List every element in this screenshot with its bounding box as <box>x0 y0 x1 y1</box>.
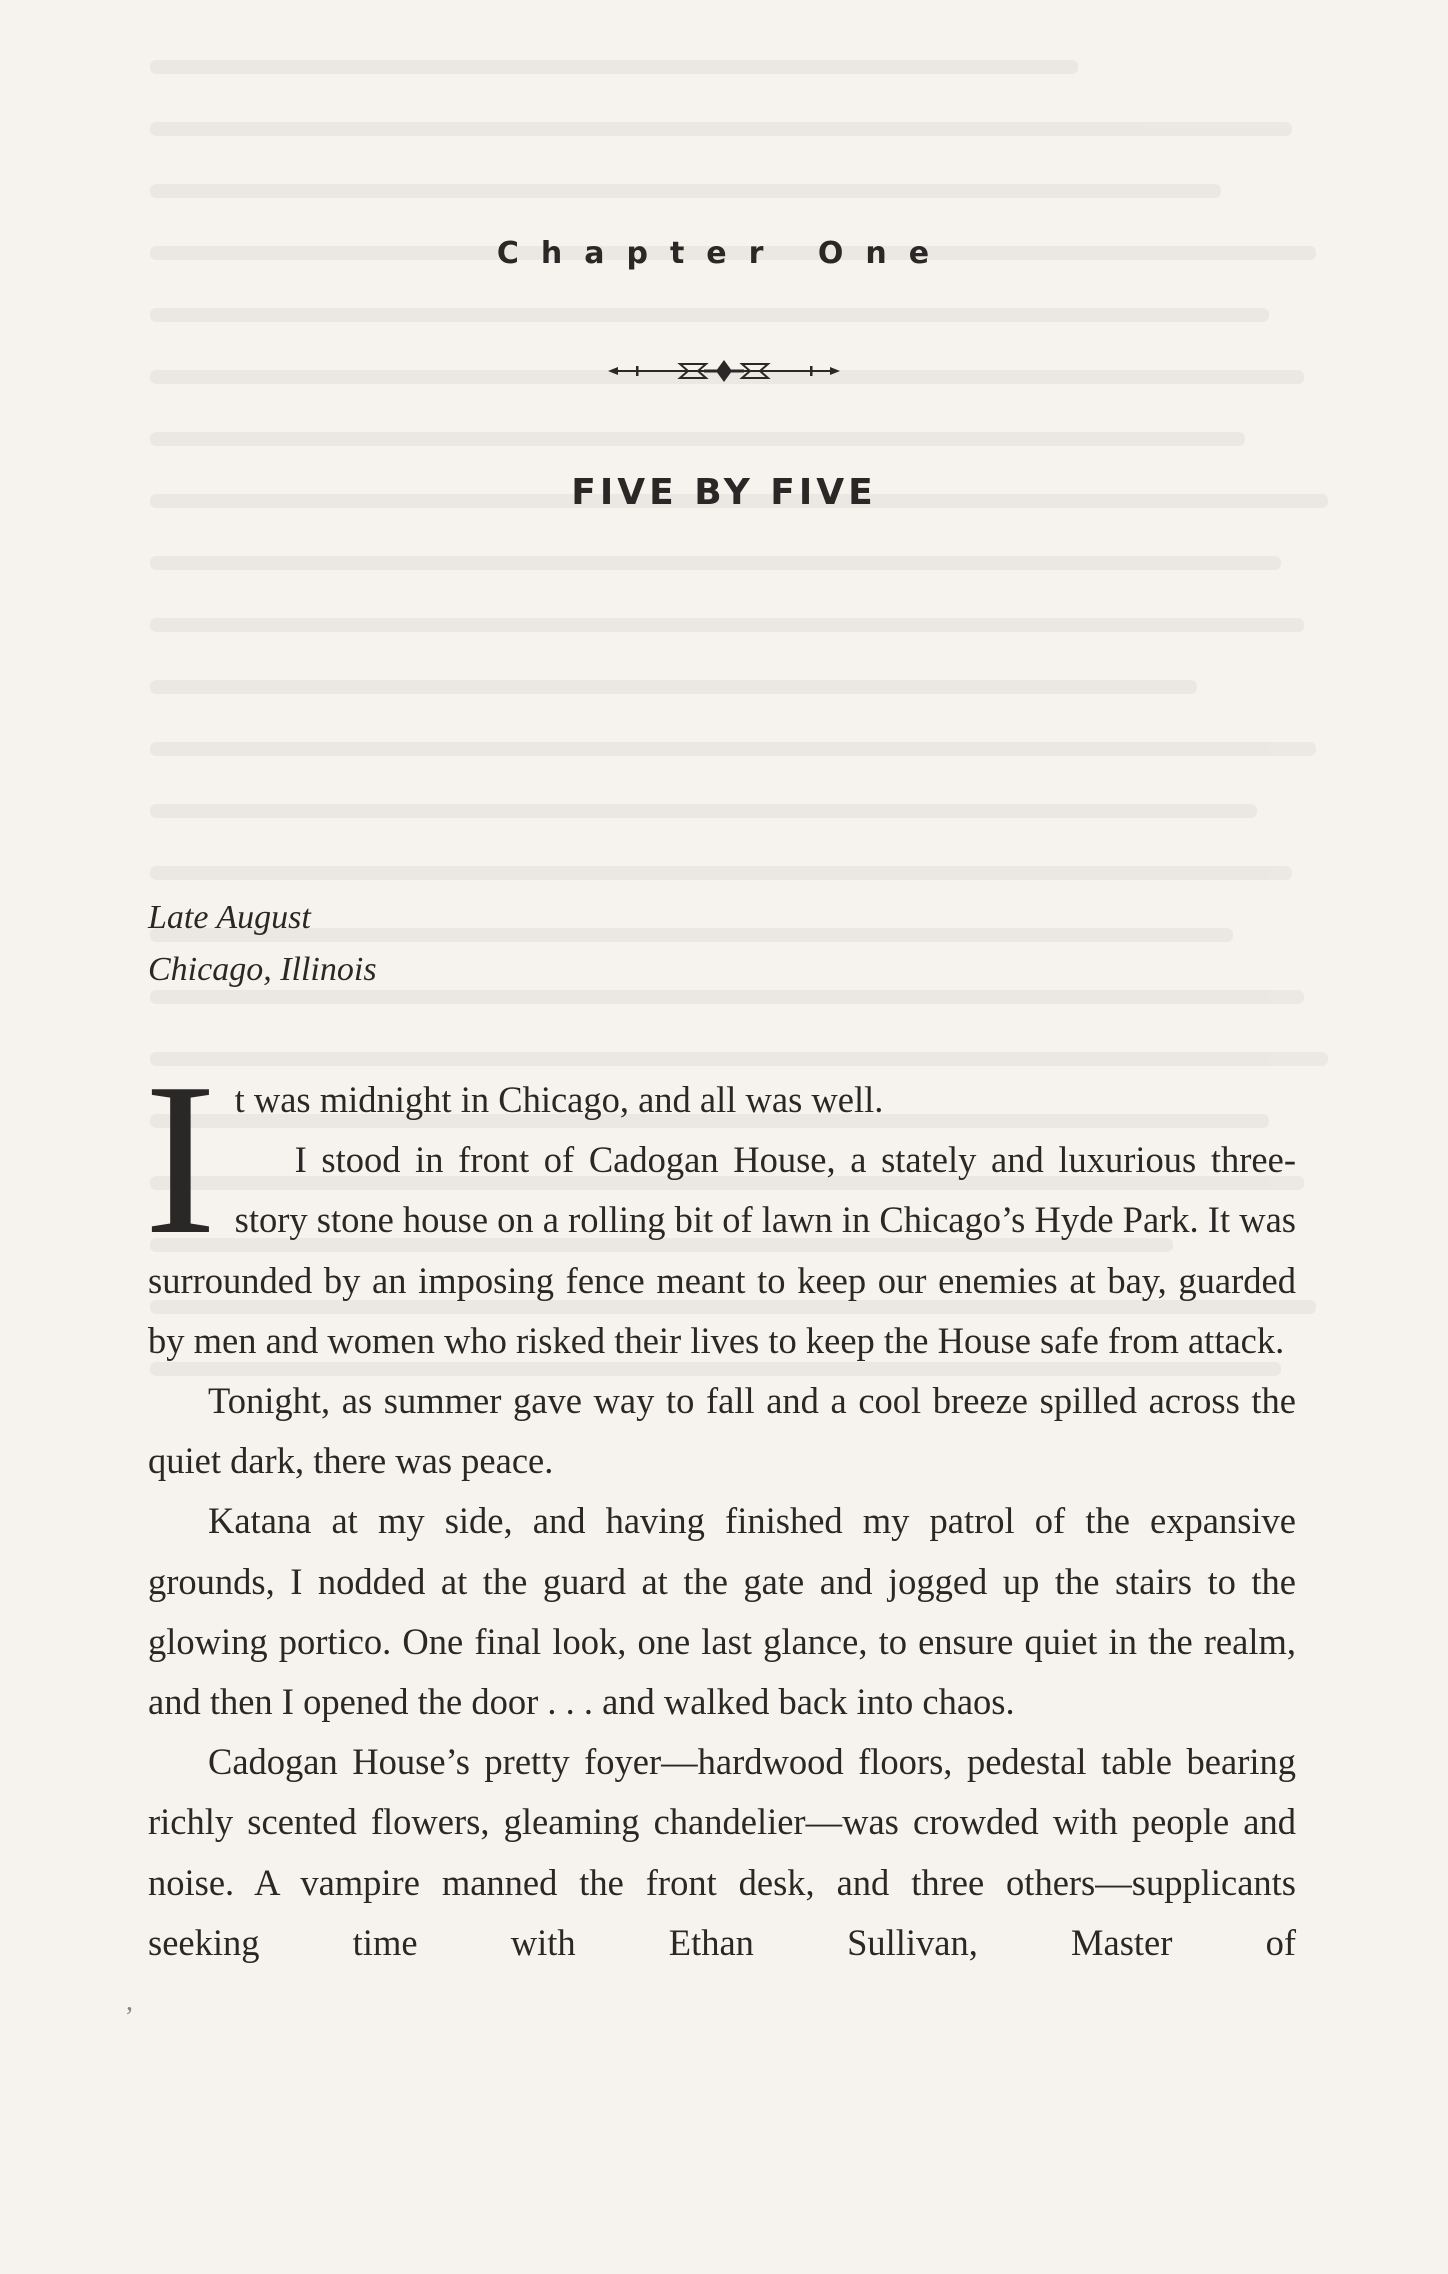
paragraph-3: Tonight, as summer gave way to fall and a cool breeze spilled across the quiet dark, there was peace. <box>148 1380 1296 1482</box>
paragraph-5: Cadogan House’s pretty foyer—hardwood floors, pedestal table bearing richly scented flowers, gleaming chandelier—was crowded with people and noise. A vampire manned the front desk, and three others—supplicants seeking time with Ethan Sullivan, Master of <box>148 1741 1296 1963</box>
stray-mark: , <box>126 1986 133 2017</box>
paragraph-4: Katana at my side, and having finished my patrol of the expansive grounds, I nodded at the guard at the gate and jogged up the stairs to the glowing portico. One final look, one last glance, to ensure quiet in the realm, and then I opened the door . . . and walked back into chaos. <box>148 1500 1296 1723</box>
drop-cap: I <box>144 1039 217 1280</box>
paragraph-1: t was midnight in Chicago, and all was well. <box>234 1079 884 1120</box>
chapter-heading: Chapter One <box>496 236 952 271</box>
paragraph-2: I stood in front of Cadogan House, a stately and luxurious three-story stone house on a rolling bit of lawn in Chicago’s Hyde Park. It was surrounded by an imposing fence meant to keep our enemies at bay, guarded by men and women who risked their lives to keep the House safe from attack. <box>148 1139 1296 1361</box>
dateline-place: Chicago, Illinois <box>148 951 377 988</box>
ornament-divider-icon <box>608 358 840 384</box>
dateline <box>148 892 377 996</box>
dateline-time: Late August <box>148 899 311 936</box>
chapter-body <box>144 1039 1296 1973</box>
chapter-title: FIVE BY FIVE <box>571 472 877 513</box>
